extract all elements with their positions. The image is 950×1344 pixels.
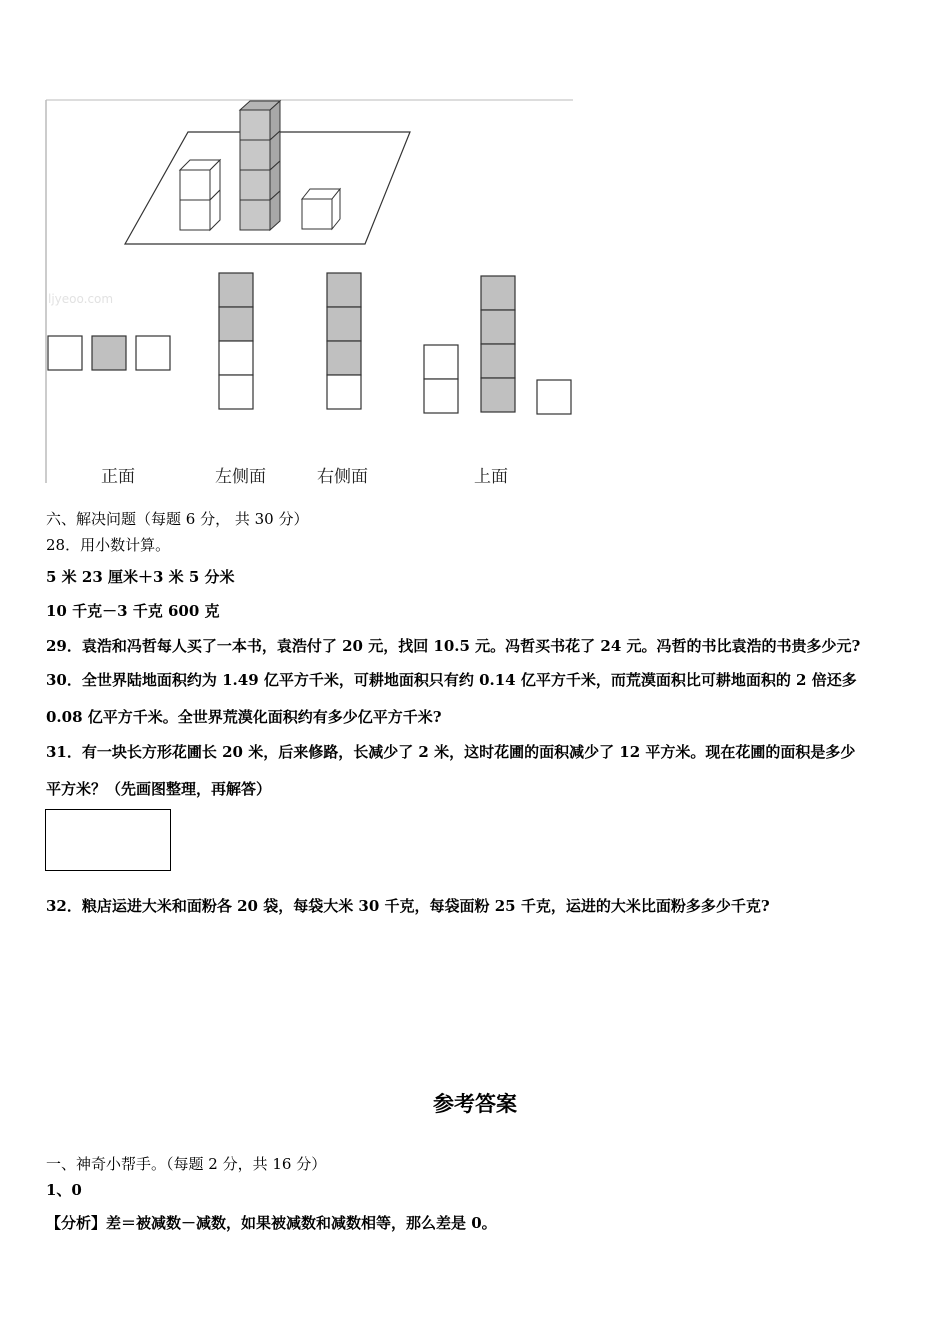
view-label-top: 上面	[474, 467, 508, 487]
rectangle-drawing-box	[45, 809, 171, 871]
top-view	[424, 276, 571, 414]
answer-1: 1、0	[46, 1181, 82, 1199]
front-view	[48, 336, 170, 370]
q30-line2: 0.08 亿平方千米。全世界荒漠化面积约有多少亿平方千米?	[46, 708, 442, 726]
right-side-view	[327, 273, 361, 409]
right-single-cube	[302, 189, 340, 229]
left-side-view	[219, 273, 253, 409]
left-cube-stack	[180, 160, 220, 230]
q29-text: 29．袁浩和冯哲每人买了一本书，袁浩付了 20 元，找回 10.5 元。冯哲买书花了 24 元。冯哲的书比袁浩的书贵多少元?	[46, 637, 861, 655]
q28-line2: 10 千克－3 千克 600 克	[46, 602, 220, 620]
q31-line1: 31．有一块长方形花圃长 20 米，后来修路，长减少了 2 米，这时花圃的面积减少了 12 平方米。现在花圃的面积是多少	[46, 743, 856, 761]
middle-cube-stack	[240, 101, 280, 230]
view-label-left: 左侧面	[215, 467, 266, 487]
section6-heading: 六、解决问题（每题 6 分， 共 30 分）	[46, 510, 309, 528]
answers-title: 参考答案	[433, 1092, 517, 1116]
watermark: ljyeoo.com	[48, 292, 114, 306]
q31-line2: 平方米？（先画图整理，再解答）	[46, 780, 272, 798]
view-label-front: 正面	[101, 467, 135, 487]
q28-title: 28．用小数计算。	[46, 536, 171, 554]
q28-line1: 5 米 23 厘米＋3 米 5 分米	[46, 568, 235, 586]
cube-views-figure	[40, 95, 580, 490]
view-label-right: 右侧面	[317, 467, 368, 487]
answer-1-analysis: 【分析】差＝被减数－减数，如果被减数和减数相等，那么差是 0。	[46, 1214, 497, 1232]
q30-line1: 30．全世界陆地面积约为 1.49 亿平方千米，可耕地面积只有约 0.14 亿平方千米，而荒漠面积比可耕地面积的 2 倍还多	[46, 671, 857, 689]
answers-section1-heading: 一、神奇小帮手。（每题 2 分，共 16 分）	[46, 1155, 327, 1173]
q32-text: 32．粮店运进大米和面粉各 20 袋，每袋大米 30 千克，每袋面粉 25 千克，运进的大米比面粉多多少千克?	[46, 897, 770, 915]
